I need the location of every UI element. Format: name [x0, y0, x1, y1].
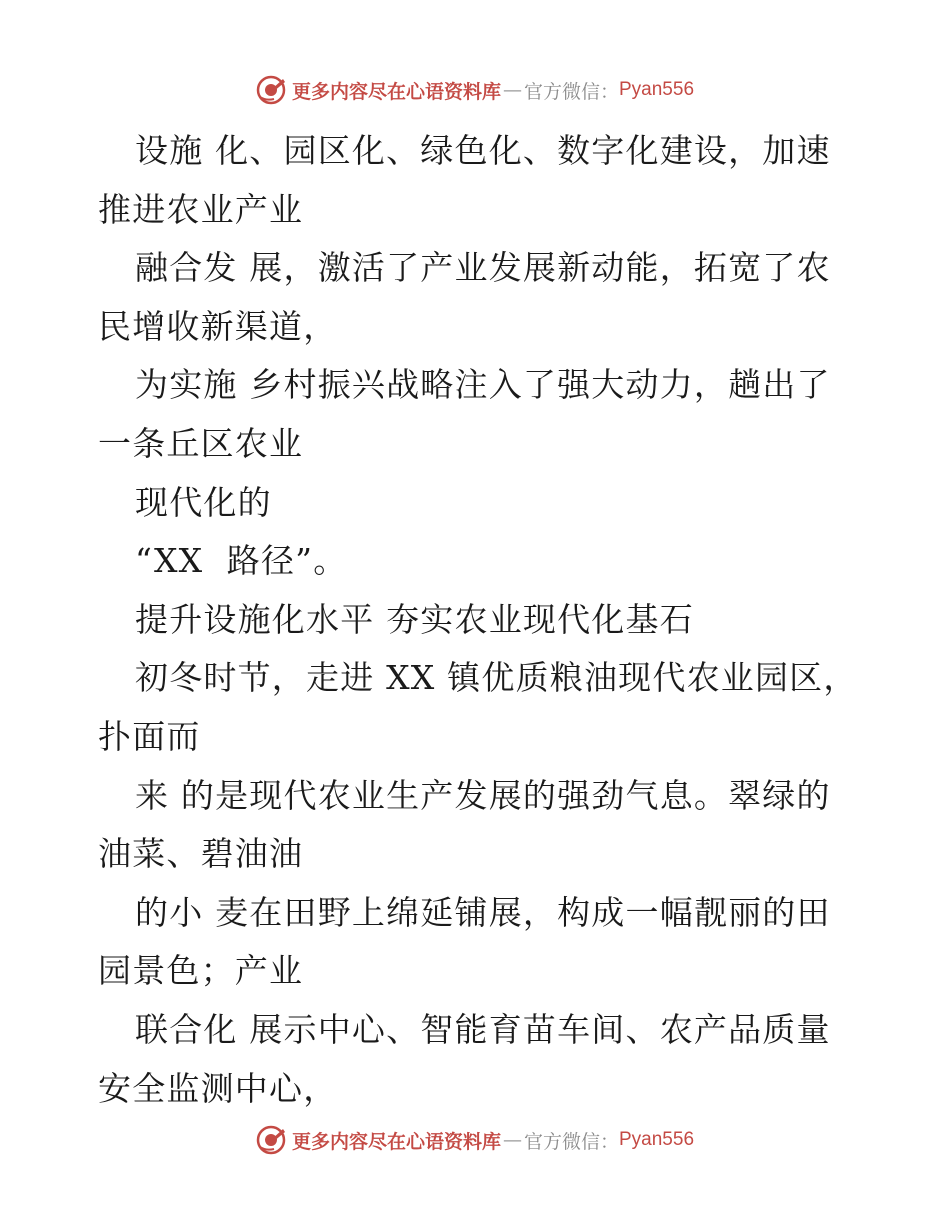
- body-line: 来 的是现代农业生产发展的强劲气息。翠绿的: [135, 775, 831, 815]
- body-line: 联合化 展示中心、智能育苗车间、农产品质量: [135, 1009, 831, 1049]
- document-body: [98, 122, 858, 1118]
- body-line: 为实施 乡村振兴战略注入了强大动力，趟出了: [135, 365, 831, 405]
- body-line: 油菜、碧油油: [98, 834, 304, 874]
- body-line: 初冬时节，走进 XX 镇优质粮油现代农业园区，: [135, 658, 858, 698]
- footer-promo-text: 更多内容尽在心语资料库: [291, 1130, 501, 1153]
- body-line: 一条丘区农业: [98, 423, 304, 463]
- footer-separator: —: [502, 1129, 522, 1151]
- header-separator: —: [502, 79, 522, 101]
- footer-wechat-label: 官方微信：: [523, 1130, 619, 1153]
- body-line: 扑面而: [98, 716, 201, 756]
- body-line: 的小 麦在田野上绵延铺展，构成一幅靓丽的田: [135, 892, 831, 932]
- body-line: 安全监测中心，: [98, 1068, 338, 1108]
- body-line: 推进农业产业: [98, 189, 304, 229]
- footer-wechat-id: Pyan556: [619, 1129, 695, 1150]
- header-wechat-id: Pyan556: [619, 79, 695, 100]
- footer-banner: [0, 1120, 950, 1160]
- pen-logo-icon: [256, 75, 286, 105]
- pen-logo-icon: [256, 1125, 286, 1155]
- body-line: 设施 化、园区化、绿色化、数字化建设，加速: [135, 131, 831, 170]
- header-wechat-label: 官方微信：: [523, 80, 619, 103]
- body-line: 园景色；产业: [98, 951, 304, 991]
- body-line: 现代化的: [135, 482, 272, 522]
- body-line: “XX 路径”。: [135, 541, 348, 581]
- section-heading: 提升设施化水平 夯实农业现代化基石: [135, 599, 694, 639]
- body-line: 融合发 展，激活了产业发展新动能，拓宽了农: [135, 248, 831, 288]
- header-banner: [0, 70, 950, 110]
- header-promo-text: 更多内容尽在心语资料库: [291, 80, 501, 103]
- body-line: 民增收新渠道，: [98, 306, 338, 346]
